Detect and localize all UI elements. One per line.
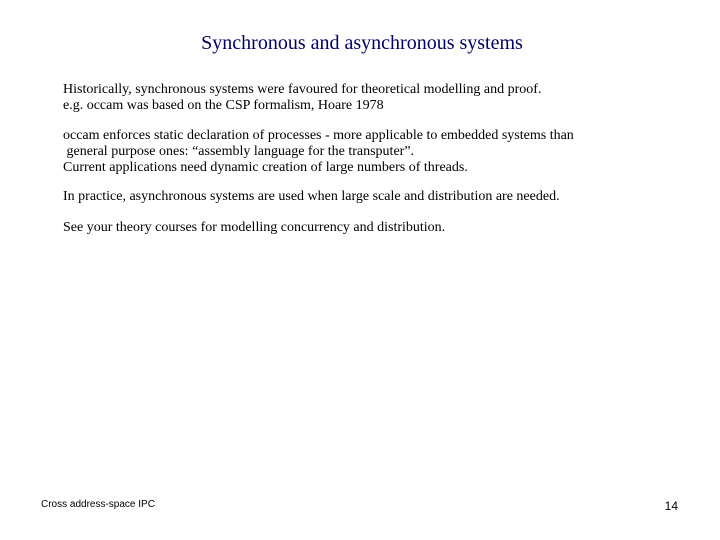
page-number: 14	[664, 499, 678, 513]
paragraph-line: See your theory courses for modelling concurrency and distribution.	[63, 220, 446, 235]
footer-section-title: Cross address-space IPC	[41, 499, 155, 510]
paragraph-line: general purpose ones: “assembly language for the transputer”.	[63, 144, 415, 159]
paragraph-line: Current applications need dynamic creation of large numbers of threads.	[63, 160, 468, 175]
paragraph-theory-courses	[63, 220, 445, 236]
paragraph-line: e.g. occam was based on the CSP formalism, Hoare 1978	[63, 98, 384, 113]
paragraph-line: Historically, synchronous systems were favoured for theoretical modelling and proof.	[63, 82, 542, 97]
paragraph-asynchronous-practice	[63, 189, 560, 205]
slide-title: Synchronous and asynchronous systems	[201, 32, 523, 54]
paragraph-line: occam enforces static declaration of processes - more applicable to embedded systems than	[63, 128, 574, 143]
paragraph-synchronous-history	[63, 82, 541, 114]
paragraph-occam	[63, 128, 574, 176]
paragraph-line: In practice, asynchronous systems are used when large scale and distribution are needed.	[63, 189, 560, 204]
